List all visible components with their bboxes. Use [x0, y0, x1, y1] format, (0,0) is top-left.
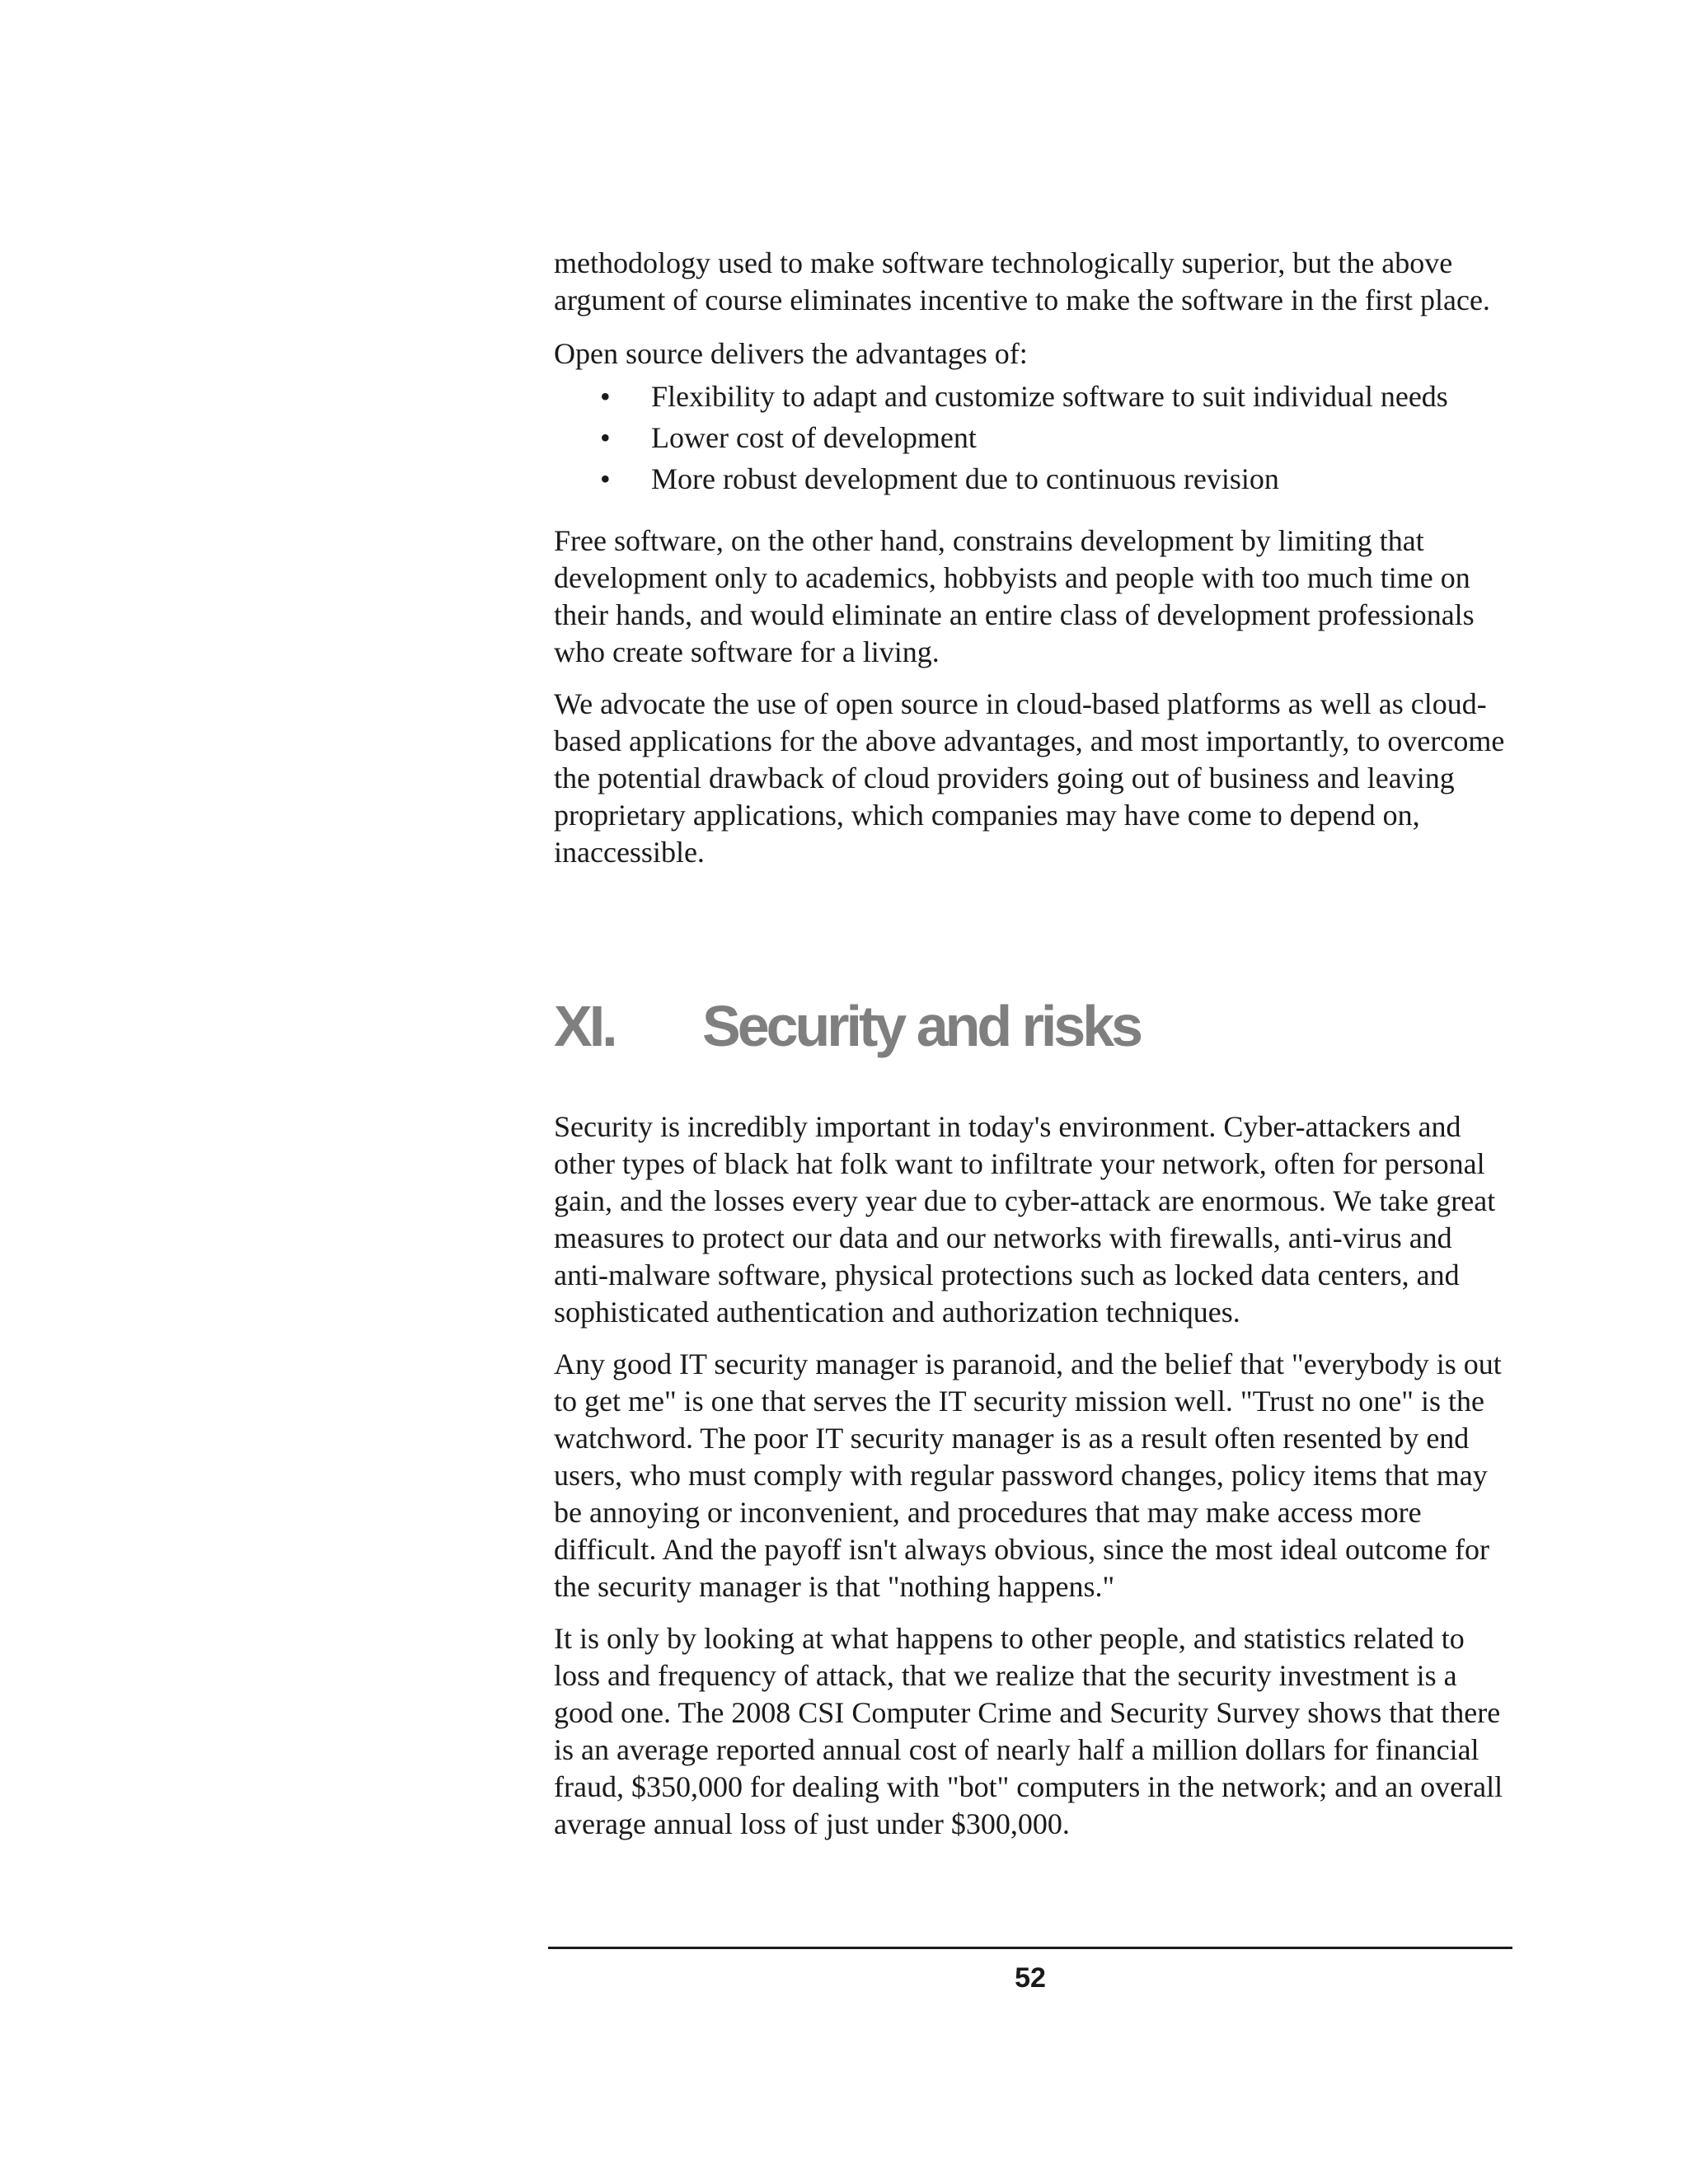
- paragraph-advocacy: We advocate the use of open source in cloud-based platforms as well as cloud-based applications for the above advantages, and most importantly, to overcome the potential drawback of cloud providers going out of business and leaving proprietary applications, which companies may have come to depend on, inaccessible.: [554, 687, 1505, 869]
- paragraph-open-source-intro: Open source delivers the advantages of:: [554, 337, 1028, 370]
- bullet-icon: •: [600, 462, 611, 495]
- top-text-column: [554, 245, 1510, 886]
- section-title: Security and risks: [702, 994, 1141, 1058]
- paragraph-statistics: It is only by looking at what happens to other people, and statistics related to loss and frequency of attack, that we realize that the security investment is a good one. The 2008 CSI Computer Crime and Security Survey shows that there is an average reported annual cost of nearly half a million dollars for financial fraud, $350,000 for dealing with "bot" computers in the network; and an overall average annual loss of just under $300,000.: [554, 1622, 1503, 1840]
- paragraph-continuation: methodology used to make software technologically superior, but the above argument of course eliminates incentive to make the software in the first place.: [554, 246, 1490, 316]
- list-item-text: Flexibility to adapt and customize software to suit individual needs: [651, 380, 1448, 413]
- section-heading: [554, 989, 1140, 1063]
- page-number: 52: [1015, 1962, 1046, 1994]
- section-body: [554, 1108, 1510, 1858]
- list-item-text: More robust development due to continuous revision: [651, 462, 1279, 495]
- section-number: XI.: [554, 994, 615, 1058]
- list-item: [554, 417, 1510, 458]
- bullet-icon: •: [600, 421, 611, 454]
- paragraph-security-importance: Security is incredibly important in today's environment. Cyber-attackers and other types of black hat folk want to infiltrate your network, often for personal gain, and the losses every year due to cyber-attack are enormous. We take great measures to protect our data and our networks with firewalls, anti-virus and anti-malware software, physical protections such as locked data centers, and sophisticated authentication and authorization techniques.: [554, 1110, 1496, 1329]
- list-item: [554, 458, 1510, 499]
- paragraph-free-software: Free software, on the other hand, constrains development by limiting that development only to academics, hobbyists and people with too much time on their hands, and would eliminate an entire class of development professionals who create software for a living.: [554, 524, 1475, 668]
- list-item: [554, 376, 1510, 417]
- paragraph-security-manager: Any good IT security manager is paranoid, and the belief that "everybody is out to get me" is one that serves the IT security mission well. "Trust no one" is the watchword. The poor IT security manager is as a result often resented by end users, who must comply with regular password changes, policy items that may be annoying or inconvenient, and procedures that may make access more difficult. And the payoff isn't always obvious, since the most ideal outcome for the security manager is that "nothing happens.": [554, 1347, 1502, 1603]
- list-item-text: Lower cost of development: [651, 421, 977, 454]
- footer-divider: [548, 1947, 1512, 1949]
- advantages-list: [554, 376, 1510, 499]
- bullet-icon: •: [600, 380, 611, 413]
